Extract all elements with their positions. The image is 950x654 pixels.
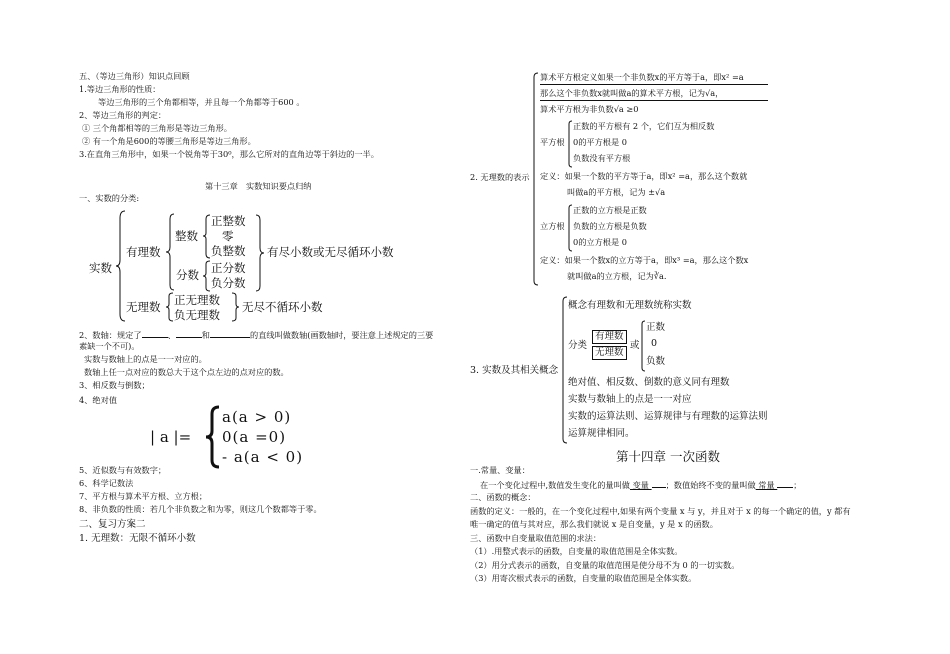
axis-blank-2 <box>176 328 202 338</box>
axis-line1 <box>79 328 433 341</box>
tree-neg-irr: 负无理数 <box>174 308 220 322</box>
tree-zero: 零 <box>222 229 234 243</box>
cube-def-line2: 就叫做a的立方根，记为∛a. <box>567 271 667 281</box>
sqrt-def-line1: 定义：如果一个数的平方等于a，即x² =a，那么这个数就 <box>540 171 748 181</box>
sec5-line5: ② 有一个角是600的等腰三角形是等边三角形。 <box>82 136 256 146</box>
concept-line4: 实数与数轴上的点是一一对应 <box>568 394 692 405</box>
abs-case1: a(a > 0) <box>222 408 292 426</box>
brace-irrational-right <box>232 292 240 322</box>
brace-real <box>116 210 126 322</box>
axis-line2: 素缺一个不可)。 <box>79 341 140 351</box>
tree-rational-note: 有尽小数或无尽循环小数 <box>267 245 394 259</box>
tree-pos-frac: 正分数 <box>211 261 246 275</box>
brace-irrational <box>166 292 174 322</box>
cube-def-line1: 定义：如果一个数x的立方等于a，即x³ =a，那么这个数x <box>540 255 749 265</box>
concept-line6: 运算规律相同。 <box>568 428 635 439</box>
func-blank-2 <box>777 478 793 488</box>
concept-title: 3. 实数及其相关概念 <box>470 365 559 376</box>
tree-rational: 有理数 <box>126 245 161 259</box>
concept-zero: 0 <box>651 338 658 349</box>
sqrt-label: 平方根 <box>540 137 565 147</box>
item-6: 6、科学记数法 <box>79 478 134 488</box>
concept-irrational: 无理数 <box>592 346 627 360</box>
cube-line3: 0的立方根是 0 <box>573 237 627 247</box>
review-item-1: 1. 无理数：无限不循环小数 <box>79 533 196 544</box>
chapter13-title: 第十三章 实数知识要点归纳 <box>205 181 312 191</box>
func-line8: （2）用分式表示的函数，自变量的取值范围是使分母不为 0 的一切实数。 <box>470 560 740 570</box>
func-blank-1 <box>652 478 666 488</box>
axis-line1-d: 的直线叫做数轴(画数轴时，要注意上述规定的三要 <box>249 330 434 340</box>
func-line9: （3）用寄次根式表示的函数，自变量的取值范围是全体实数。 <box>470 573 697 583</box>
sq-def-rule2 <box>540 100 768 101</box>
axis-line3: 实数与数轴上的点是一一对应的。 <box>84 354 207 364</box>
sqrt-def-line2: 叫做a的平方根，记为 ±√a <box>567 187 666 197</box>
sq-def-rule1 <box>540 84 768 85</box>
chapter14-title: 第十四章 一次函数 <box>616 449 720 464</box>
axis-line1-c: 和 <box>201 330 210 340</box>
item-8: 8、非负数的性质：若几个非负数之和为零，则这几个数都等于零。 <box>79 504 322 514</box>
axis-line4: 数轴上任一点对应的数总大于这个点左边的点对应的数。 <box>84 367 289 377</box>
axis-blank-1 <box>142 328 168 338</box>
concept-or: 或 <box>630 340 640 351</box>
func-line3: 二、函数的概念： <box>470 492 536 502</box>
abs-case2: 0(a =0) <box>222 428 287 446</box>
tree-fraction: 分数 <box>176 268 199 282</box>
brace-rational-right <box>256 214 265 292</box>
func-line1: 一.常量、变量： <box>470 465 530 475</box>
concept-pos: 正数 <box>646 322 666 333</box>
concept-line1: 概念有理数和无理数统称实数 <box>568 300 692 311</box>
tree-neg-int: 负整数 <box>211 244 246 258</box>
abs-lhs: | a |= <box>150 428 192 446</box>
sec5-line4: ① 三个角都相等的三角形是等边三角形。 <box>82 123 232 133</box>
axis-line1-b: 、 <box>167 330 176 340</box>
abs-case3: - a(a < 0) <box>222 448 304 466</box>
func-line7: （1）.用整式表示的函数，自变量的取值范围是全体实数。 <box>470 546 683 556</box>
sec5-line3: 2、等边三角形的判定： <box>79 110 167 120</box>
concept-rational: 有理数 <box>592 330 627 344</box>
item-4: 4、绝对值 <box>79 395 117 405</box>
tree-neg-frac: 负分数 <box>211 276 246 290</box>
func-line2-a: 在一个变化过程中,数值发生变化的量叫做 <box>480 480 630 490</box>
concept-class: 分类 <box>568 340 588 351</box>
sq-def-line2: 那么这个非负数x就叫做a的算术平方根，记为√a， <box>540 88 724 98</box>
sec5-line2: 等边三角形的三个角都相等，并且每一个角都等于600 。 <box>98 97 305 107</box>
concept-line5: 实数的运算法则、运算规律与有理数的运算法则 <box>568 411 768 422</box>
tree-integer: 整数 <box>175 229 198 243</box>
axis-line1-a: 2、数轴：规定了 <box>79 330 142 340</box>
func-line6: 三、函数中自变量取值范围的求法： <box>470 533 602 543</box>
brace-fraction <box>203 260 211 292</box>
func-constant: 常量 <box>755 480 778 490</box>
tree-real: 实数 <box>89 261 112 275</box>
tree-pos-int: 正整数 <box>211 214 246 228</box>
brace-integer <box>203 214 211 259</box>
func-line4: 函数的定义：一般的，在一个变化过程中,如果有两个变量 x 与 y，并且对于 x 的每一个确定的值，y 都有 <box>470 506 851 516</box>
sq-def-line1: 算术平方根定义如果一个非负数x的平方等于a，即x² =a <box>540 72 744 82</box>
item-7: 7、平方根与算术平方根、立方根； <box>79 491 208 501</box>
sqrt-line1: 正数的平方根有 2 个，它们互为相反数 <box>573 121 715 131</box>
sec5-title: 五、（等边三角形）知识点回顾 <box>79 71 190 81</box>
sec5-line1: 1.等边三角形的性质： <box>79 84 161 94</box>
item-5: 5、近似数与有效数字； <box>79 465 167 475</box>
sq-def-line3: 算术平方根为非负数√a ≥0 <box>540 104 639 114</box>
cube-label: 立方根 <box>540 221 565 231</box>
func-variable: 变量 <box>629 480 652 490</box>
sec5-line6: 3.在直角三角形中，如果一个锐角等于30⁰，那么它所对的直角边等于斜边的一半。 <box>79 149 379 159</box>
tree-pos-irr: 正无理数 <box>174 293 220 307</box>
sqrt-line3: 负数没有平方根 <box>573 153 631 163</box>
concept-line3: 绝对值、相反数、倒数的意义同有理数 <box>568 377 730 388</box>
func-line2 <box>480 478 801 491</box>
cube-line1: 正数的立方根是正数 <box>573 205 647 215</box>
concept-neg: 负数 <box>646 356 666 367</box>
classification-title: 一、实数的分类: <box>79 193 140 203</box>
tree-irrational-note: 无尽不循环小数 <box>242 300 323 314</box>
brace-rational <box>166 213 175 291</box>
irr-repr-title: 2. 无理数的表示 <box>470 172 530 182</box>
review-title: 二、复习方案二 <box>79 519 146 530</box>
func-line2-e: ； <box>793 480 802 490</box>
brace-abs <box>206 406 220 468</box>
func-line2-c: ；数值始终不变的量叫做 <box>665 480 756 490</box>
axis-blank-3 <box>210 328 250 338</box>
cube-line2: 负数的立方根是负数 <box>573 221 647 231</box>
tree-irrational: 无理数 <box>126 300 161 314</box>
func-line5: 唯一确定的值与其对应，那么我们就说 x 是自变量，y 是 x 的函数。 <box>470 519 718 529</box>
item-3: 3、相反数与倒数； <box>79 380 150 390</box>
brace-irr-repr <box>533 72 539 286</box>
sqrt-line2: 0的平方根是 0 <box>573 137 627 147</box>
